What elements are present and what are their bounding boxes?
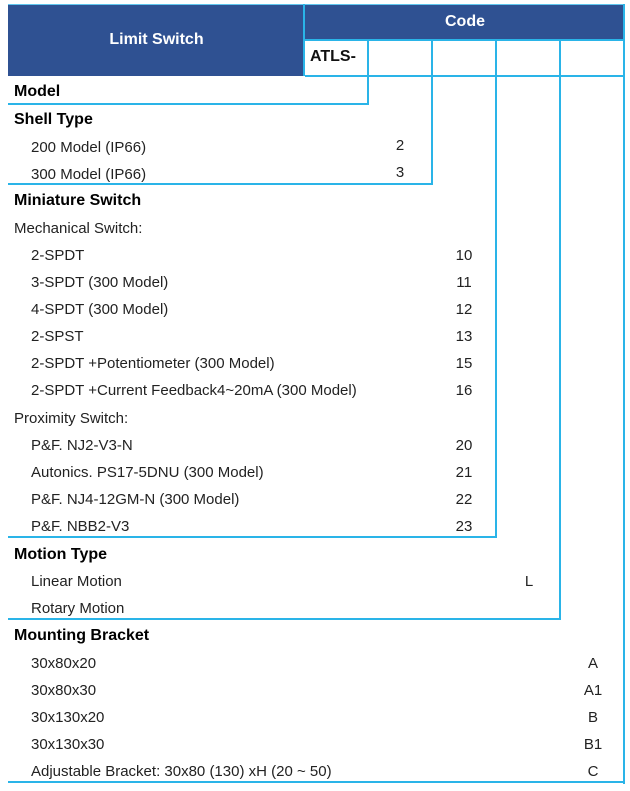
section-mounting-bracket-title: Mounting Bracket xyxy=(14,627,150,644)
motion-item-code: L xyxy=(524,573,534,590)
bracket-item-label: 30x130x30 xyxy=(31,736,105,753)
col-line-2 xyxy=(431,40,433,185)
mechanical-item-code: 13 xyxy=(455,328,473,345)
mechanical-switch-label: Mechanical Switch: xyxy=(14,220,143,237)
mechanical-item-label: 2-SPDT xyxy=(31,247,85,264)
model-bottom-line xyxy=(8,103,369,105)
proximity-item-code: 22 xyxy=(455,491,473,508)
mechanical-item-label: 3-SPDT (300 Model) xyxy=(31,274,169,291)
mechanical-item-label: 2-SPST xyxy=(31,328,84,345)
col-line-1 xyxy=(367,40,369,105)
code-prefix: ATLS- xyxy=(310,48,356,65)
proximity-item-code: 20 xyxy=(455,437,473,454)
bracket-item-code: B1 xyxy=(583,736,603,753)
header-border-top xyxy=(8,4,625,5)
shell-item-label: 200 Model (IP66) xyxy=(31,139,147,156)
bracket-item-code: C xyxy=(587,763,599,780)
mechanical-item-code: 11 xyxy=(456,274,472,291)
shell-item-code: 2 xyxy=(395,137,405,154)
bracket-item-label: 30x80x30 xyxy=(31,682,97,699)
header-limit-switch xyxy=(8,4,305,76)
header-bottom-line xyxy=(305,75,625,77)
proximity-switch-label: Proximity Switch: xyxy=(14,410,129,427)
col-line-4 xyxy=(559,40,561,620)
proximity-item-code: 23 xyxy=(455,518,473,535)
mechanical-item-code: 10 xyxy=(455,247,473,264)
bracket-item-label: Adjustable Bracket: 30x80 (130) xH (20 ~ 50) xyxy=(31,763,332,780)
bracket-item-code: A xyxy=(587,655,598,672)
bracket-item-code: B xyxy=(587,709,598,726)
mechanical-item-label: 2-SPDT +Potentiometer (300 Model) xyxy=(31,355,275,372)
mechanical-item-label: 4-SPDT (300 Model) xyxy=(31,301,169,318)
proximity-item-label: P&F. NBB2-V3 xyxy=(31,518,130,535)
col-line-5 xyxy=(623,4,625,784)
mechanical-item-code: 16 xyxy=(455,382,473,399)
header-code xyxy=(305,4,625,40)
proximity-item-label: P&F. NJ2-V3-N xyxy=(31,437,133,454)
bracket-item-code: A1 xyxy=(583,682,603,699)
header-divider xyxy=(303,4,305,76)
motion-item-label: Linear Motion xyxy=(31,573,122,590)
bracket-item-label: 30x80x20 xyxy=(31,655,97,672)
mounting-bottom-line xyxy=(8,781,625,783)
bracket-item-label: 30x130x20 xyxy=(31,709,105,726)
proximity-item-label: P&F. NJ4-12GM-N (300 Model) xyxy=(31,491,240,508)
section-motion-type-title: Motion Type xyxy=(14,546,108,563)
section-model-title: Model xyxy=(14,83,61,100)
header-title: Limit Switch xyxy=(109,31,204,48)
proximity-item-code: 21 xyxy=(455,464,473,481)
mechanical-item-label: 2-SPDT +Current Feedback4~20mA (300 Model) xyxy=(31,382,357,399)
section-shell-type-title: Shell Type xyxy=(14,111,93,128)
mechanical-item-code: 12 xyxy=(455,301,473,318)
proximity-item-label: Autonics. PS17-5DNU (300 Model) xyxy=(31,464,264,481)
code-label: Code xyxy=(445,13,485,30)
shell-item-code: 3 xyxy=(395,164,405,181)
mechanical-item-code: 15 xyxy=(455,355,473,372)
shell-item-label: 300 Model (IP66) xyxy=(31,166,147,183)
header-code-divider xyxy=(305,39,625,41)
motion-bottom-line xyxy=(8,618,561,620)
col-line-3 xyxy=(495,40,497,538)
section-miniature-title: Miniature Switch xyxy=(14,192,142,209)
shell-bottom-line xyxy=(8,183,433,185)
miniature-bottom-line xyxy=(8,536,497,538)
motion-item-label: Rotary Motion xyxy=(31,600,125,617)
